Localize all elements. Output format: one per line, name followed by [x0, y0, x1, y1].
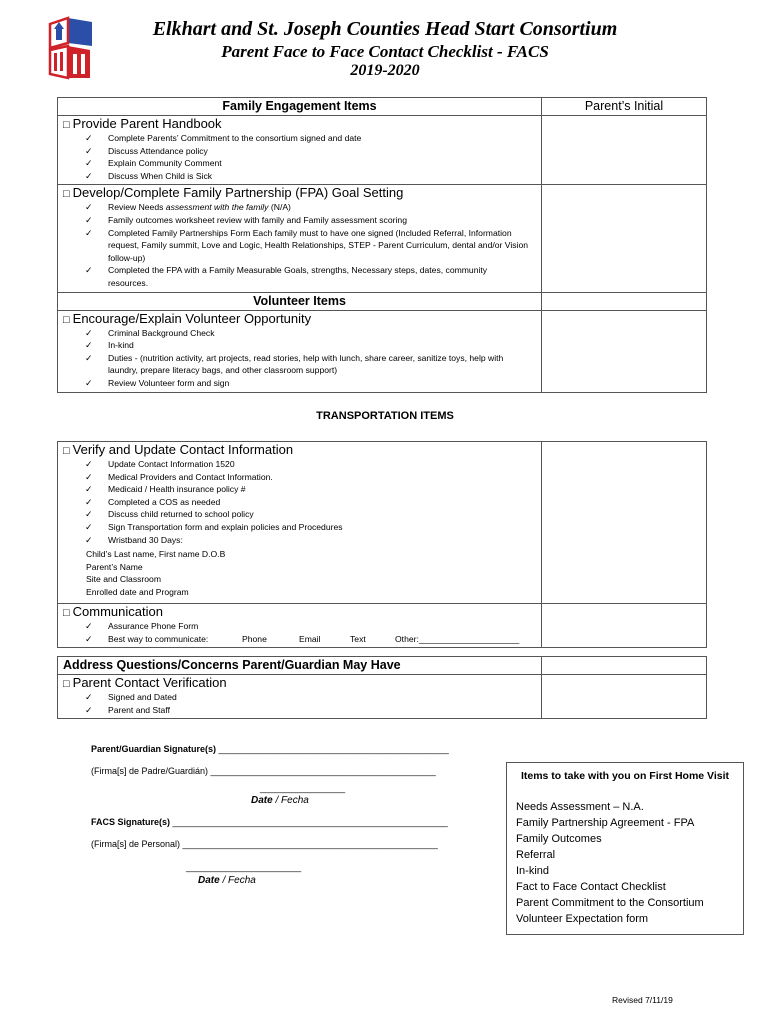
contact-verification-title: □ Parent Contact Verification [63, 675, 227, 690]
transportation-table [57, 441, 707, 648]
check-icon: ✓ [85, 509, 93, 520]
list-item: ✓ Discuss When Child is Sick [85, 170, 213, 181]
revised-date: Revised 7/11/19 [612, 995, 673, 1005]
parent-date-label: Date / Fecha [251, 795, 309, 806]
list-item: ✓ In-kind [85, 340, 134, 351]
option-other[interactable]: Other:_____________________ [395, 633, 520, 644]
provide-handbook-title: □ Provide Parent Handbook [63, 116, 222, 131]
form-year: 2019-2020 [350, 62, 420, 79]
wristband-line: Enrolled date and Program [86, 586, 189, 597]
first-home-visit-title: Items to take with you on First Home Visit [520, 770, 730, 782]
address-questions-heading: Address Questions/Concerns Parent/Guardian May Have [63, 658, 401, 672]
list-item: Parent Commitment to the Consortium [516, 897, 704, 909]
checkbox-icon[interactable]: □ [63, 313, 70, 326]
list-item: In-kind [516, 865, 550, 877]
checkbox-icon[interactable]: □ [63, 188, 70, 201]
list-item: ✓ Discuss child returned to school policy [85, 509, 254, 520]
checkbox-icon[interactable]: □ [63, 445, 70, 457]
check-icon: ✓ [85, 202, 93, 213]
list-item: ✓ Complete Parents’ Commitment to the consortium signed and date [85, 133, 362, 143]
list-item: ✓ Sign Transportation form and explain policies and Procedures [85, 521, 343, 532]
facs-date-label: Date / Fecha [198, 875, 256, 886]
option-phone[interactable]: Phone [242, 633, 267, 644]
list-item: ✓ Family outcomes worksheet review with family and Family assessment scoring [85, 214, 407, 225]
check-icon: ✓ [85, 214, 93, 225]
verify-list [58, 458, 541, 548]
wristband-line: Parent’s Name [86, 561, 143, 572]
facs-date-line[interactable]: _______________________ [186, 862, 302, 872]
list-item: ✓ Review Volunteer form and sign [85, 377, 230, 388]
check-icon: ✓ [85, 521, 93, 532]
list-item: ✓ Signed and Dated [85, 692, 177, 702]
volunteer-opportunity-title: □ Encourage/Explain Volunteer Opportunity [63, 310, 312, 326]
list-item: ✓ Wristband 30 Days: [85, 534, 183, 545]
parents-initial-heading: Parent’s Initial [584, 99, 664, 113]
initial-cell-communication[interactable] [542, 604, 707, 648]
check-icon: ✓ [85, 704, 93, 715]
list-item: ✓ Assurance Phone Form [85, 621, 199, 631]
check-icon: ✓ [85, 133, 93, 143]
list-item: Family Partnership Agreement - FPA [516, 817, 695, 829]
check-icon: ✓ [85, 227, 93, 238]
list-item: ✓ Completed a COS as needed [85, 496, 221, 507]
wristband-line: Child’s Last name, First name D.O.B [86, 549, 226, 560]
list-item: Family Outcomes [516, 833, 602, 845]
parent-signature-line[interactable]: Parent/Guardian Signature(s) ______________________________________________ [91, 744, 449, 754]
list-item: ✓ Discuss Attendance policy [85, 145, 208, 156]
check-icon: ✓ [85, 145, 93, 156]
verify-contact-title: □ Verify and Update Contact Information [63, 442, 294, 457]
initial-cell-verify[interactable] [542, 442, 707, 604]
handbook-list [58, 132, 541, 184]
list-item: ✓ Medical Providers and Contact Information. [85, 471, 273, 482]
concerns-table [57, 656, 707, 719]
list-item: Fact to Face Contact Checklist [516, 881, 666, 893]
list-item: ✓ Review Needs assessment with the family (N/A) [85, 202, 291, 213]
check-icon: ✓ [85, 621, 93, 631]
list-item: ✓ Duties - (nutrition activity, art projects, read stories, help with lunch, share career, sanitize toys, help with laundry, prepare literacy bags, and other classroom support) [85, 352, 504, 376]
check-icon: ✓ [85, 327, 93, 338]
check-icon: ✓ [85, 377, 93, 388]
check-icon: ✓ [85, 459, 93, 469]
volunteer-list [58, 327, 541, 392]
list-item: ✓ Criminal Background Check [85, 327, 215, 338]
family-engagement-heading: Family Engagement Items [222, 99, 377, 113]
option-text[interactable]: Text [350, 633, 366, 644]
list-item: Needs Assessment – N.A. [516, 801, 644, 813]
facs-signature-line[interactable]: FACS Signature(s) _______________________________________________________ [91, 817, 448, 827]
list-item: ✓ Completed Family Partnerships Form Each family must to have one signed (Included Referral, Information request, Family summit, Love and Logic, Health Relationships, STEP - Parent Curriculum, dental and/or Vision follow-up) [85, 227, 529, 263]
check-icon: ✓ [85, 534, 93, 545]
list-item: Volunteer Expectation form [516, 913, 649, 925]
list-item: ✓ Parent and Staff [85, 704, 170, 715]
check-icon: ✓ [85, 352, 93, 363]
list-item: ✓ Explain Community Comment [85, 158, 222, 169]
checkbox-icon[interactable]: □ [63, 119, 70, 131]
list-item: ✓ Completed the FPA with a Family Measurable Goals, strengths, Necessary steps, dates, community resources. [85, 265, 488, 288]
initial-cell-volunteer[interactable] [542, 310, 707, 392]
communication-title: □ Communication [63, 604, 163, 619]
check-icon: ✓ [85, 340, 93, 351]
parent-date-line[interactable]: _________________ [260, 783, 346, 793]
form-title: Parent Face to Face Contact Checklist - FACS [221, 42, 549, 61]
check-icon: ✓ [85, 265, 93, 276]
list-item: ✓ Update Contact Information 1520 [85, 459, 235, 469]
check-icon: ✓ [85, 496, 93, 507]
transportation-heading: TRANSPORTATION ITEMS [316, 410, 454, 422]
list-item: Referral [516, 849, 556, 861]
checkbox-icon[interactable]: □ [63, 678, 70, 690]
org-title: Elkhart and St. Joseph Counties Head Start Consortium [152, 18, 618, 40]
check-icon: ✓ [85, 170, 93, 181]
wristband-line: Site and Classroom [86, 574, 161, 585]
option-email[interactable]: Email [299, 633, 321, 644]
communication-list [58, 620, 541, 647]
fpa-goal-setting-title: □ Develop/Complete Family Partnership (FPA) Goal Setting [63, 185, 404, 201]
initial-cell-handbook[interactable] [542, 116, 707, 185]
initial-cell-fpa[interactable] [542, 185, 707, 292]
list-item: ✓ Medicaid / Health insurance policy # [85, 484, 246, 495]
check-icon: ✓ [85, 158, 93, 169]
checkbox-icon[interactable]: □ [63, 607, 70, 619]
check-icon: ✓ [85, 471, 93, 482]
family-engagement-table [57, 97, 707, 393]
fpa-list [58, 201, 541, 291]
check-icon: ✓ [85, 484, 93, 495]
volunteer-items-heading: Volunteer Items [253, 293, 346, 308]
check-icon: ✓ [85, 692, 93, 702]
check-icon: ✓ [85, 633, 93, 644]
personal-firma-line[interactable]: (Firma[s] de Personal) ___________________________________________________ [91, 839, 438, 849]
communicate-method-row: ✓ Best way to communicate: Phone Email Text Other:_____________________ [85, 633, 520, 644]
verification-list [58, 691, 541, 718]
initial-cell-verification[interactable] [542, 675, 707, 719]
first-home-visit-box [506, 762, 744, 935]
parent-firma-line[interactable]: (Firma[s] de Padre/Guardián) _____________________________________________ [91, 766, 436, 776]
